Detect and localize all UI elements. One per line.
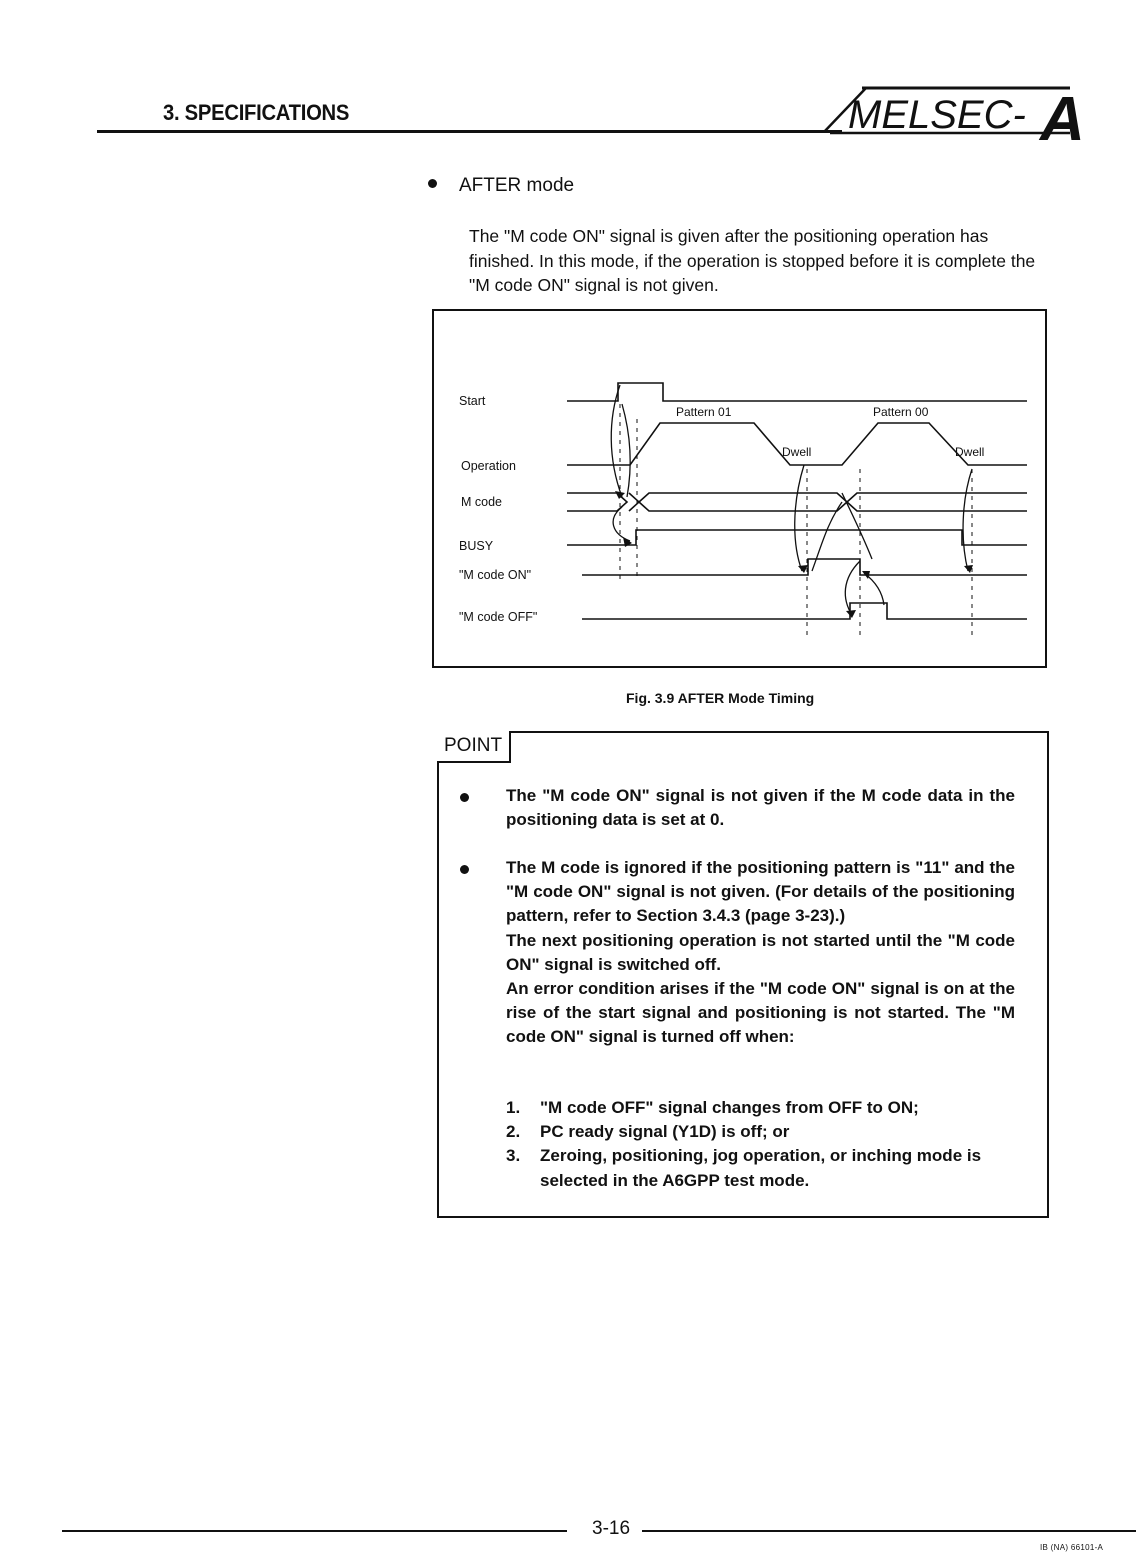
arrowhead — [846, 610, 856, 618]
header-rule — [97, 130, 842, 133]
point-item-2-line-3: An error condition arises if the "M code ON" signal is on at the rise of the start signal and positioning is not started. The "M code ON" signal is turned off when: — [506, 979, 1015, 1047]
start-waveform — [567, 383, 1027, 401]
section-heading: AFTER mode — [428, 175, 574, 197]
m-code-bus-bottom — [639, 502, 1027, 511]
m-code-off-waveform — [582, 603, 1027, 619]
dwell-label-2: Dwell — [955, 445, 985, 459]
dwell-label-1: Dwell — [782, 445, 812, 459]
condition-item: 2. PC ready signal (Y1D) is off; or — [506, 1122, 790, 1142]
bullet-dot — [460, 793, 469, 802]
logo-letter-a: A — [1040, 85, 1085, 152]
arrow-start-to-operation — [622, 404, 630, 497]
signal-label-m-code-off: "M code OFF" — [459, 610, 538, 624]
section-title: 3. SPECIFICATIONS — [163, 100, 350, 125]
condition-list — [506, 1096, 1016, 1193]
point-tab: POINT — [437, 731, 511, 763]
arrow-dwell-to-mcode-on — [795, 465, 804, 571]
signal-label-start: Start — [459, 394, 486, 408]
pattern-label-01: Pattern 01 — [676, 405, 732, 419]
point-item-2 — [460, 856, 1015, 1050]
condition-item: 1. "M code OFF" signal changes from OFF to ON; — [506, 1098, 919, 1117]
arrow-mcode-on-to-mcode — [812, 502, 842, 571]
intro-paragraph: The "M code ON" signal is given after the positioning operation has finished. In this mode, if the operation is stopped before it is complete the "M code ON" signal is not given. — [469, 226, 1036, 295]
bullet-dot — [460, 865, 469, 874]
arrow-mcode-to-busy — [613, 507, 630, 541]
footer-rule-left — [62, 1530, 567, 1532]
signal-label-m-code: M code — [461, 495, 502, 509]
footer-rule-right — [642, 1530, 1136, 1532]
document-code: IB (NA) 66101-A — [1040, 1543, 1104, 1552]
bullet-dot — [428, 179, 437, 188]
figure-caption: Fig. 3.9 AFTER Mode Timing — [626, 690, 815, 706]
arrow-mcode-on-to-mcode-off — [845, 561, 860, 615]
arrow-dwell-to-busy-off — [963, 469, 972, 571]
melsec-logo — [818, 82, 1088, 152]
signal-label-m-code-on: "M code ON" — [459, 568, 532, 582]
point-item-2-line-2: The next positioning operation is not started until the "M code ON" signal is switched off. — [506, 930, 1015, 974]
page-number: 3-16 — [592, 1518, 631, 1539]
m-code-bus-top — [639, 493, 1027, 502]
arrow-mcode-off-to-mcode-on — [864, 573, 884, 605]
condition-item: 3. Zeroing, positioning, jog operation, or inching mode is selected in the A6GPP test mode. — [506, 1146, 982, 1190]
point-item-1: The "M code ON" signal is not given if the M code data in the positioning data is set at 0. — [460, 784, 1015, 832]
signal-label-busy: BUSY — [459, 539, 494, 553]
signal-label-operation: Operation — [461, 459, 516, 473]
busy-waveform — [567, 530, 1027, 545]
pattern-label-00: Pattern 00 — [873, 405, 929, 419]
arrow-mcode-to-busy-2 — [842, 493, 872, 559]
logo-text: MELSEC- — [848, 93, 1026, 137]
timing-diagram — [432, 309, 1047, 669]
point-item-2-line-1: The M code is ignored if the positioning pattern is "11" and the "M code ON" signal is not given. (For details of the positioning pattern, refer to Section 3.4.3 (page 3-23).) — [506, 858, 1015, 926]
